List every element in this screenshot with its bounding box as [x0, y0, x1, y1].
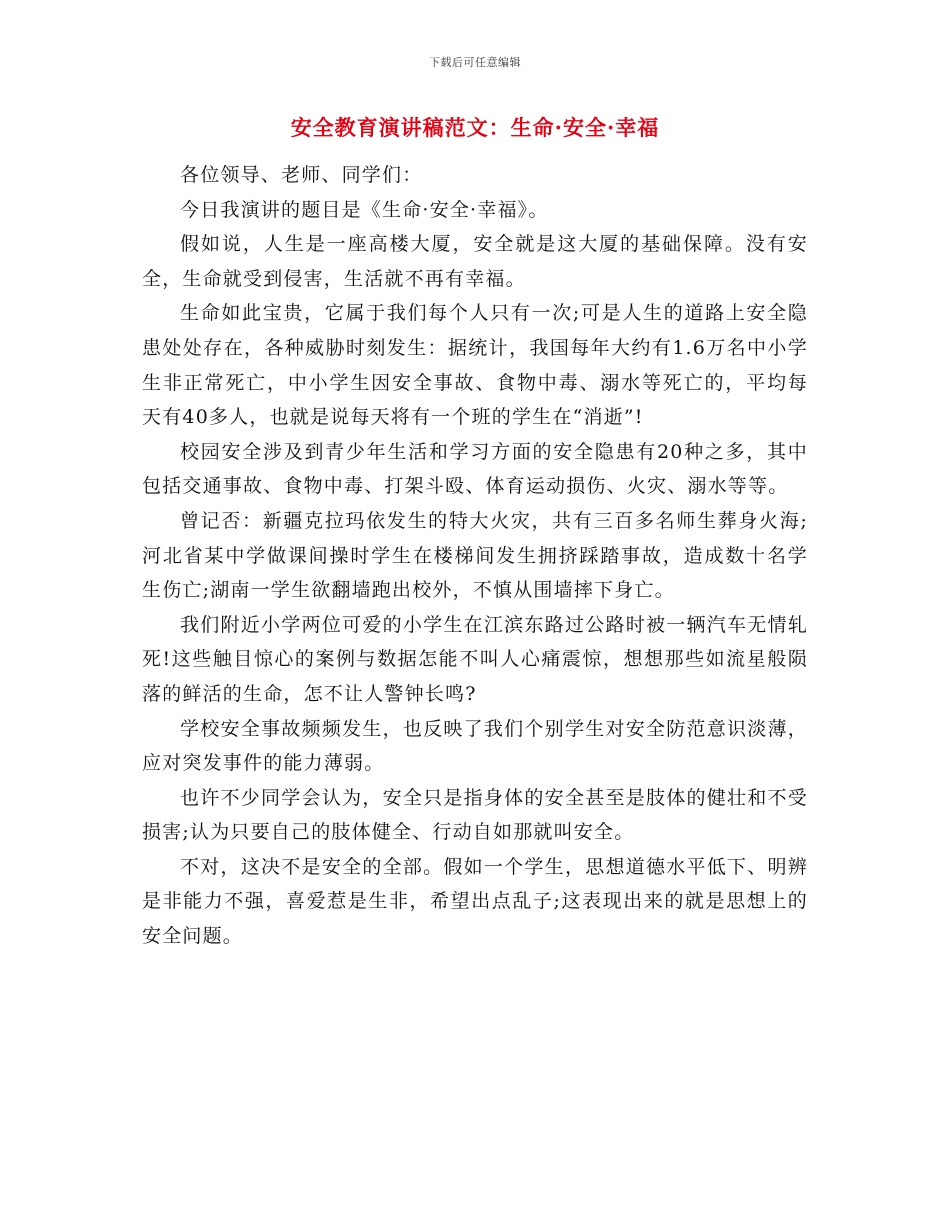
paragraph: 假如说，人生是一座高楼大厦，安全就是这大厦的基础保障。没有安全，生命就受到侵害，生活就不再有幸福。: [142, 233, 808, 290]
paragraph: 各位领导、老师、同学们：: [180, 164, 423, 186]
paragraph: 也许不少同学会认为，安全只是指身体的安全甚至是肢体的健壮和不受损害;认为只要自己的肢体健全、行动自如那就叫安全。: [142, 786, 808, 844]
paragraph: 生命如此宝贵，它属于我们每个人只有一次;可是人生的道路上安全隐患处处存在，各种威胁时刻发生：据统计，我国每年大约有1.6万名中小学生非正常死亡，中小学生因安全事故、食物中毒、溺水等死亡的，平均每天有40多人，也就是说每天将有一个班的学生在“消逝”!: [142, 302, 808, 429]
document-title: 安全教育演讲稿范文：生命·安全·幸福: [290, 115, 660, 140]
paragraph: 今日我演讲的题目是《生命·安全·幸福》。: [180, 198, 549, 221]
document-body: [142, 158, 808, 954]
paragraph: 校园安全涉及到青少年生活和学习方面的安全隐患有20种之多，其中包括交通事故、食物中毒、打架斗殴、体育运动损伤、火灾、溺水等等。: [142, 440, 808, 498]
header-note: 下载后可任意编辑: [429, 56, 521, 69]
paragraph: 曾记否：新疆克拉玛依发生的特大火灾，共有三百多名师生葬身火海;河北省某中学做课间操时学生在楼梯间发生拥挤踩踏事故，造成数十名学生伤亡;湖南一学生欲翻墙跑出校外，不慎从围墙摔下身亡。: [142, 509, 808, 602]
paragraph: 学校安全事故频频发生，也反映了我们个别学生对安全防范意识淡薄，应对突发事件的能力薄弱。: [142, 717, 808, 775]
paragraph: 我们附近小学两位可爱的小学生在江滨东路过公路时被一辆汽车无情轧死!这些触目惊心的案例与数据怎能不叫人心痛震惊，想想那些如流星般陨落的鲜活的生命，怎不让人警钟长鸣?: [142, 613, 808, 705]
paragraph: 不对，这决不是安全的全部。假如一个学生，思想道德水平低下、明辨是非能力不强，喜爱惹是生非，希望出点乱子;这表现出来的就是思想上的安全问题。: [142, 855, 808, 948]
